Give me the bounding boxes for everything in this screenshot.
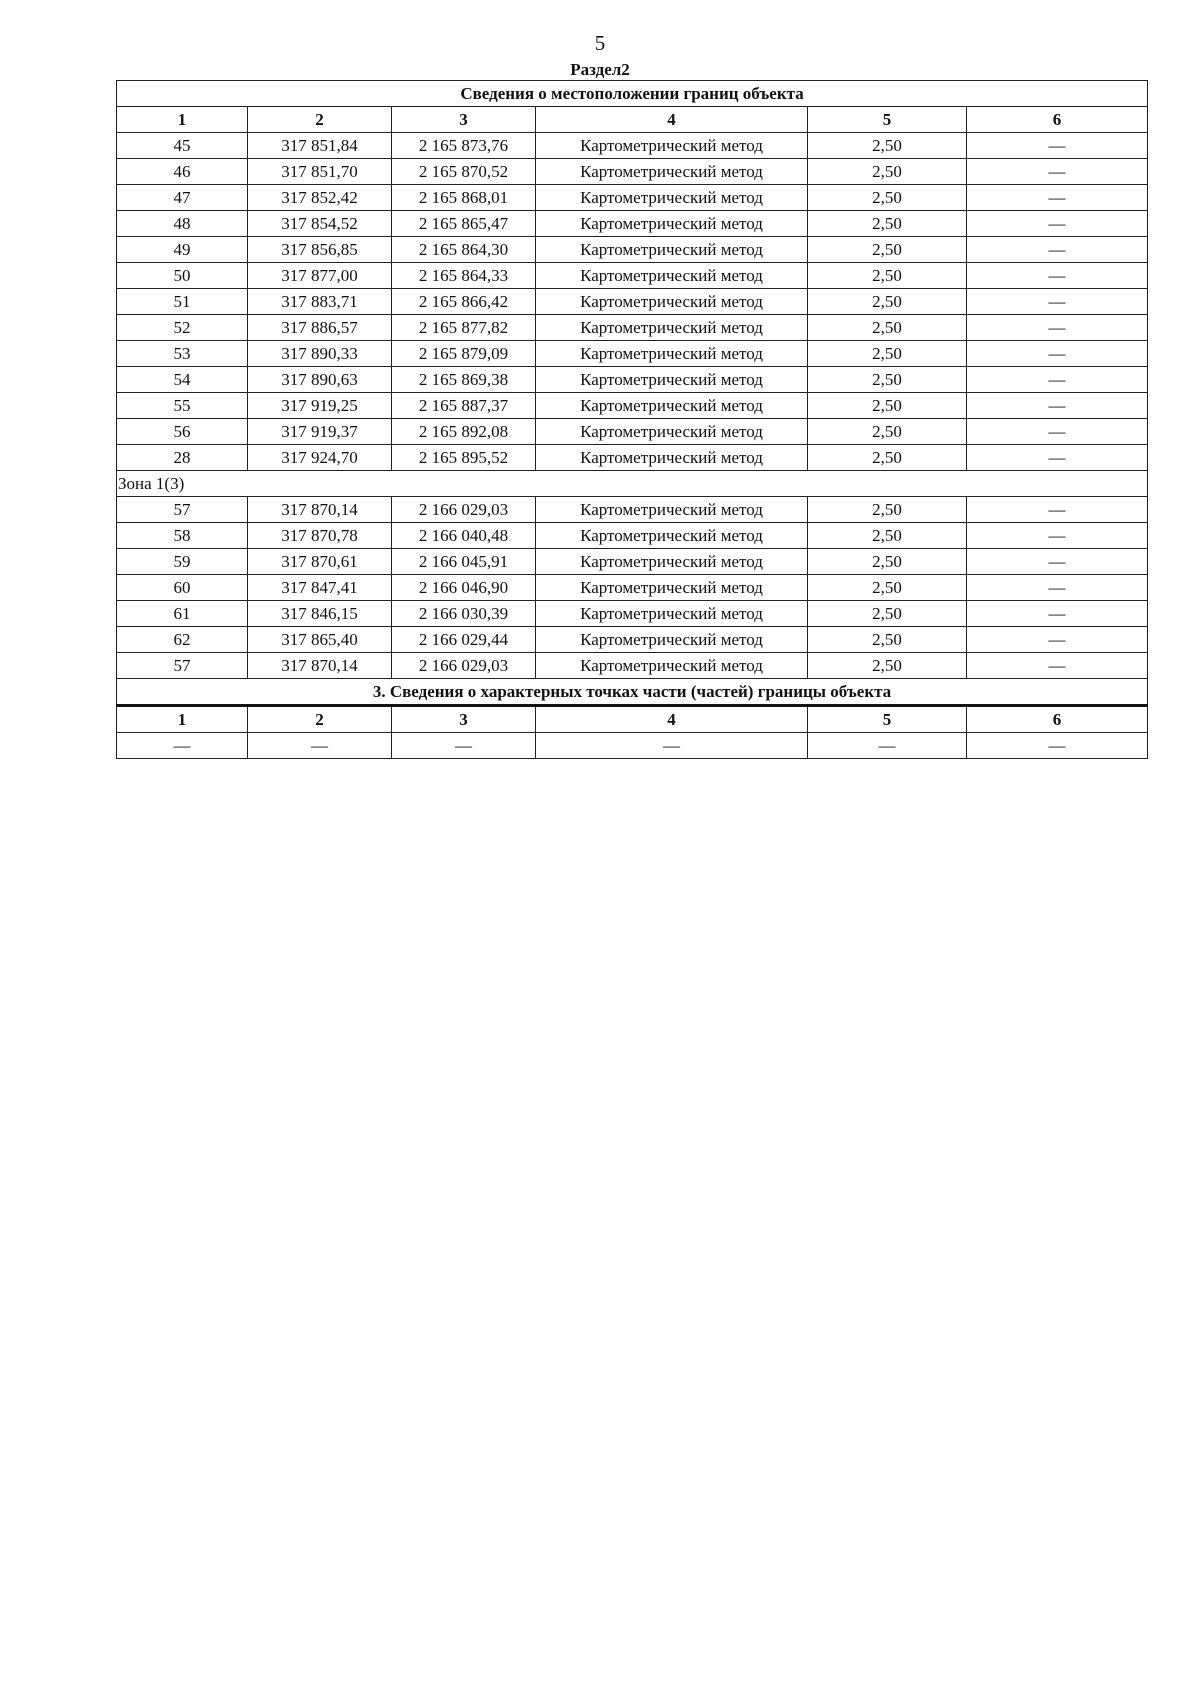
table-cell-col-6: — bbox=[967, 289, 1148, 315]
table-row bbox=[117, 419, 1148, 445]
table-row bbox=[117, 549, 1148, 575]
table-cell-col-2: 317 890,33 bbox=[248, 341, 392, 367]
table-row bbox=[117, 601, 1148, 627]
table-cell-col-2: 317 865,40 bbox=[248, 627, 392, 653]
table-cell-col-3: 2 165 895,52 bbox=[392, 445, 536, 471]
table-cell-col-3: 2 166 040,48 bbox=[392, 523, 536, 549]
table-cell-col-4: Картометрический метод bbox=[536, 393, 808, 419]
table-cell-col-5: 2,50 bbox=[808, 341, 967, 367]
table-cell-col-2: 317 919,37 bbox=[248, 419, 392, 445]
table-cell-col-3: 2 165 869,38 bbox=[392, 367, 536, 393]
section3-cell-col-2: — bbox=[248, 733, 392, 759]
table-cell-col-2: 317 854,52 bbox=[248, 211, 392, 237]
table-cell-col-3: 2 166 045,91 bbox=[392, 549, 536, 575]
table-cell-col-4: Картометрический метод bbox=[536, 133, 808, 159]
table-cell-col-2: 317 883,71 bbox=[248, 289, 392, 315]
section3-cell-col-5: — bbox=[808, 733, 967, 759]
table-cell-col-1: 58 bbox=[117, 523, 248, 549]
table-cell-col-1: 53 bbox=[117, 341, 248, 367]
table-cell-col-6: — bbox=[967, 315, 1148, 341]
table-cell-col-4: Картометрический метод bbox=[536, 497, 808, 523]
section-title: Раздел2 bbox=[570, 60, 630, 79]
table-cell-col-6: — bbox=[967, 549, 1148, 575]
section3-title-cell: 3. Сведения о характерных точках части (частей) границы объекта bbox=[117, 679, 1148, 706]
table-cell-col-6: — bbox=[967, 419, 1148, 445]
table-cell-col-5: 2,50 bbox=[808, 237, 967, 263]
table-cell-col-3: 2 165 879,09 bbox=[392, 341, 536, 367]
table-cell-col-4: Картометрический метод bbox=[536, 419, 808, 445]
table-cell-col-4: Картометрический метод bbox=[536, 575, 808, 601]
column-header-3: 3 bbox=[392, 107, 536, 133]
table-cell-col-6: — bbox=[967, 367, 1148, 393]
table-cell-col-2: 317 919,25 bbox=[248, 393, 392, 419]
column-header-4: 4 bbox=[536, 107, 808, 133]
column-header-6: 6 bbox=[967, 107, 1148, 133]
table-row bbox=[117, 133, 1148, 159]
table-cell-col-6: — bbox=[967, 575, 1148, 601]
table-cell-col-5: 2,50 bbox=[808, 133, 967, 159]
section3-cell-col-4: — bbox=[536, 733, 808, 759]
table-cell-col-1: 57 bbox=[117, 497, 248, 523]
table-cell-col-4: Картометрический метод bbox=[536, 159, 808, 185]
table-cell-col-2: 317 877,00 bbox=[248, 263, 392, 289]
table-cell-col-4: Картометрический метод bbox=[536, 627, 808, 653]
table-cell-col-2: 317 924,70 bbox=[248, 445, 392, 471]
table-cell-col-6: — bbox=[967, 627, 1148, 653]
table-cell-col-1: 59 bbox=[117, 549, 248, 575]
table-cell-col-3: 2 166 030,39 bbox=[392, 601, 536, 627]
table-cell-col-6: — bbox=[967, 445, 1148, 471]
section3-row-data bbox=[117, 733, 1148, 759]
table-cell-col-4: Картометрический метод bbox=[536, 549, 808, 575]
table-cell-col-3: 2 165 866,42 bbox=[392, 289, 536, 315]
table-cell-col-1: 55 bbox=[117, 393, 248, 419]
table-cell-col-5: 2,50 bbox=[808, 393, 967, 419]
boundary-table bbox=[116, 80, 1148, 759]
table-cell-col-1: 56 bbox=[117, 419, 248, 445]
table-cell-col-1: 62 bbox=[117, 627, 248, 653]
table-cell-col-2: 317 846,15 bbox=[248, 601, 392, 627]
table-cell-col-5: 2,50 bbox=[808, 211, 967, 237]
table-cell-col-5: 2,50 bbox=[808, 653, 967, 679]
table-title bbox=[117, 81, 1148, 107]
table-cell-col-3: 2 165 864,33 bbox=[392, 263, 536, 289]
table-cell-col-5: 2,50 bbox=[808, 315, 967, 341]
table-cell-col-1: 48 bbox=[117, 211, 248, 237]
table-cell-col-1: 45 bbox=[117, 133, 248, 159]
zone-label bbox=[117, 471, 1148, 497]
table-cell-col-1: 28 bbox=[117, 445, 248, 471]
table-cell-col-4: Картометрический метод bbox=[536, 185, 808, 211]
table-cell-col-2: 317 886,57 bbox=[248, 315, 392, 341]
table-cell-col-1: 54 bbox=[117, 367, 248, 393]
table-cell-col-2: 317 856,85 bbox=[248, 237, 392, 263]
table-cell-col-1: 60 bbox=[117, 575, 248, 601]
table-cell-col-4: Картометрический метод bbox=[536, 523, 808, 549]
table-cell-col-1: 61 bbox=[117, 601, 248, 627]
section3-header-row bbox=[117, 706, 1148, 733]
section3-cell-col-1: — bbox=[117, 733, 248, 759]
table-cell-col-2: 317 847,41 bbox=[248, 575, 392, 601]
table-cell-col-1: 50 bbox=[117, 263, 248, 289]
section3-cell-col-3: — bbox=[392, 733, 536, 759]
table-cell-col-5: 2,50 bbox=[808, 445, 967, 471]
table-cell-col-1: 47 bbox=[117, 185, 248, 211]
table-cell-col-5: 2,50 bbox=[808, 627, 967, 653]
table-cell-col-4: Картометрический метод bbox=[536, 237, 808, 263]
table-cell-col-4: Картометрический метод bbox=[536, 601, 808, 627]
table-row bbox=[117, 211, 1148, 237]
table-row bbox=[117, 315, 1148, 341]
table-cell-col-6: — bbox=[967, 341, 1148, 367]
table-row bbox=[117, 575, 1148, 601]
table-cell-col-4: Картометрический метод bbox=[536, 263, 808, 289]
table-cell-col-2: 317 870,61 bbox=[248, 549, 392, 575]
table-cell-col-3: 2 165 873,76 bbox=[392, 133, 536, 159]
table-row bbox=[117, 185, 1148, 211]
table-cell-col-5: 2,50 bbox=[808, 497, 967, 523]
column-header-1: 1 bbox=[117, 706, 248, 733]
table-cell-col-6: — bbox=[967, 133, 1148, 159]
table-cell-col-3: 2 166 029,03 bbox=[392, 653, 536, 679]
zone-label-cell: Зона 1(3) bbox=[117, 471, 1148, 497]
table-cell-col-6: — bbox=[967, 601, 1148, 627]
section3-title bbox=[117, 679, 1148, 706]
table-cell-col-4: Картометрический метод bbox=[536, 289, 808, 315]
table-row bbox=[117, 627, 1148, 653]
table-cell-col-2: 317 852,42 bbox=[248, 185, 392, 211]
table-cell-col-3: 2 165 870,52 bbox=[392, 159, 536, 185]
table-row bbox=[117, 289, 1148, 315]
table-row bbox=[117, 341, 1148, 367]
table-cell-col-2: 317 851,84 bbox=[248, 133, 392, 159]
table-cell-col-6: — bbox=[967, 653, 1148, 679]
table-cell-col-4: Картометрический метод bbox=[536, 653, 808, 679]
table-cell-col-3: 2 165 877,82 bbox=[392, 315, 536, 341]
table-cell-col-6: — bbox=[967, 393, 1148, 419]
table-row bbox=[117, 523, 1148, 549]
table-cell-col-5: 2,50 bbox=[808, 523, 967, 549]
table-cell-col-3: 2 166 029,44 bbox=[392, 627, 536, 653]
table-cell-col-6: — bbox=[967, 159, 1148, 185]
column-header-2: 2 bbox=[248, 107, 392, 133]
section3-cell-col-6: — bbox=[967, 733, 1148, 759]
table-cell-col-5: 2,50 bbox=[808, 549, 967, 575]
table-cell-col-1: 46 bbox=[117, 159, 248, 185]
table-cell-col-3: 2 165 887,37 bbox=[392, 393, 536, 419]
table-cell-col-2: 317 890,63 bbox=[248, 367, 392, 393]
table-cell-col-4: Картометрический метод bbox=[536, 211, 808, 237]
table-cell-col-5: 2,50 bbox=[808, 289, 967, 315]
table-cell-col-6: — bbox=[967, 237, 1148, 263]
page-number: 5 bbox=[594, 31, 606, 55]
table-cell-col-5: 2,50 bbox=[808, 263, 967, 289]
table-cell-col-3: 2 165 892,08 bbox=[392, 419, 536, 445]
table-cell-col-5: 2,50 bbox=[808, 575, 967, 601]
table-title-cell: Сведения о местоположении границ объекта bbox=[117, 81, 1148, 107]
table-cell-col-6: — bbox=[967, 185, 1148, 211]
table-cell-col-6: — bbox=[967, 497, 1148, 523]
table-cell-col-6: — bbox=[967, 263, 1148, 289]
table-cell-col-1: 57 bbox=[117, 653, 248, 679]
table-cell-col-4: Картометрический метод bbox=[536, 367, 808, 393]
table-cell-col-1: 52 bbox=[117, 315, 248, 341]
table-cell-col-5: 2,50 bbox=[808, 367, 967, 393]
table-cell-col-1: 51 bbox=[117, 289, 248, 315]
table-cell-col-2: 317 870,14 bbox=[248, 497, 392, 523]
boundary-table-body bbox=[117, 81, 1148, 759]
table-row bbox=[117, 159, 1148, 185]
table-row bbox=[117, 263, 1148, 289]
table-cell-col-3: 2 166 029,03 bbox=[392, 497, 536, 523]
table-cell-col-5: 2,50 bbox=[808, 419, 967, 445]
column-header-3: 3 bbox=[392, 706, 536, 733]
table-cell-col-4: Картометрический метод bbox=[536, 341, 808, 367]
table-cell-col-5: 2,50 bbox=[808, 185, 967, 211]
table-cell-col-6: — bbox=[967, 211, 1148, 237]
column-header-6: 6 bbox=[967, 706, 1148, 733]
table-cell-col-4: Картометрический метод bbox=[536, 445, 808, 471]
table-cell-col-3: 2 165 864,30 bbox=[392, 237, 536, 263]
table-row bbox=[117, 393, 1148, 419]
table-cell-col-5: 2,50 bbox=[808, 159, 967, 185]
table-cell-col-6: — bbox=[967, 523, 1148, 549]
table-row bbox=[117, 653, 1148, 679]
column-header-4: 4 bbox=[536, 706, 808, 733]
column-header-1: 1 bbox=[117, 107, 248, 133]
table-cell-col-3: 2 166 046,90 bbox=[392, 575, 536, 601]
column-header-row bbox=[117, 107, 1148, 133]
table-row bbox=[117, 367, 1148, 393]
table-cell-col-2: 317 870,78 bbox=[248, 523, 392, 549]
table-cell-col-4: Картометрический метод bbox=[536, 315, 808, 341]
table-cell-col-3: 2 165 865,47 bbox=[392, 211, 536, 237]
table-row bbox=[117, 497, 1148, 523]
table-cell-col-3: 2 165 868,01 bbox=[392, 185, 536, 211]
table-cell-col-2: 317 851,70 bbox=[248, 159, 392, 185]
table-row bbox=[117, 445, 1148, 471]
column-header-2: 2 bbox=[248, 706, 392, 733]
table-row bbox=[117, 237, 1148, 263]
table-cell-col-2: 317 870,14 bbox=[248, 653, 392, 679]
column-header-5: 5 bbox=[808, 706, 967, 733]
column-header-5: 5 bbox=[808, 107, 967, 133]
table-cell-col-5: 2,50 bbox=[808, 601, 967, 627]
table-cell-col-1: 49 bbox=[117, 237, 248, 263]
